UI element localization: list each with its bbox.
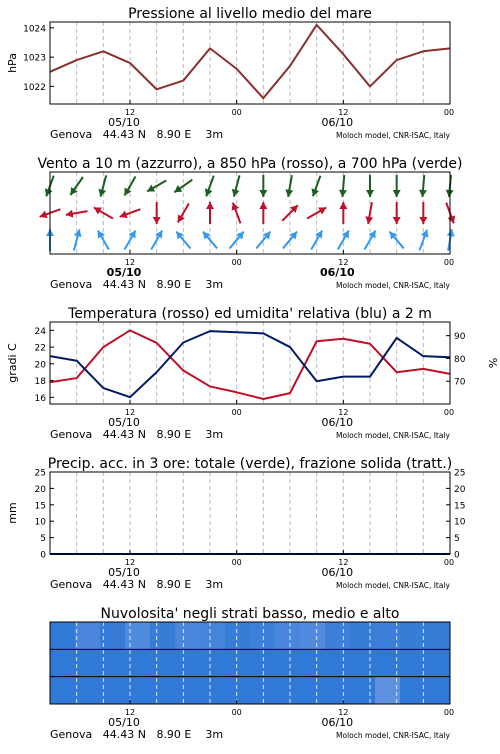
y-axis-label: gradi C <box>6 343 19 383</box>
cloud-cell <box>400 677 426 705</box>
x-tick-label: 12 <box>338 708 349 717</box>
cloud-cell <box>125 677 151 705</box>
x-tick-label: 12 <box>124 408 136 417</box>
cloud-cell <box>275 649 301 677</box>
wind-arrow <box>206 202 214 224</box>
y-tick-label: 20 <box>34 360 46 371</box>
cloud-cell <box>125 649 151 677</box>
y-tick-label: 1022 <box>23 82 46 93</box>
cloud-cell <box>150 677 176 705</box>
y-tick-label: 1024 <box>23 24 46 35</box>
panel-4 <box>6 456 466 591</box>
wind-arrow <box>447 229 455 251</box>
wind-arrow <box>419 202 427 224</box>
credit-label: Moloch model, CNR-ISAC, Italy <box>336 281 450 290</box>
cloud-cell <box>350 677 376 705</box>
cloud-cell <box>425 649 451 677</box>
x-tick-label: 12 <box>124 708 136 717</box>
date-label: 06/10 <box>321 116 354 129</box>
wind-arrow <box>232 175 240 196</box>
x-tick-label: 12 <box>338 258 349 267</box>
y-tick-label: 25 <box>34 468 46 479</box>
cloud-cell <box>325 649 351 677</box>
x-tick-label: 00 <box>443 258 455 267</box>
wind-arrow <box>205 176 214 197</box>
credit-label: Moloch model, CNR-ISAC, Italy <box>336 131 450 140</box>
wind-arrow <box>366 175 374 197</box>
wind-arrow <box>311 230 322 249</box>
x-tick-label: 00 <box>231 708 242 717</box>
location-label: Genova 44.43 N 8.90 E 3m <box>50 278 224 291</box>
cloud-cell <box>225 649 251 677</box>
date-label: 06/10 <box>321 566 354 579</box>
cloud-cell <box>350 649 376 677</box>
wind-arrow <box>98 230 109 249</box>
panel-1 <box>6 6 454 141</box>
wind-arrow <box>446 203 455 224</box>
cloud-cell <box>275 622 301 650</box>
cloud-cell <box>200 677 226 705</box>
x-tick-label: 00 <box>443 558 455 567</box>
plot-frame <box>50 322 450 404</box>
y-tick-label-right: 0 <box>454 550 460 561</box>
plot-frame <box>50 472 450 554</box>
wind-arrow <box>285 175 293 197</box>
x-tick-label: 12 <box>124 108 136 117</box>
wind-arrow <box>365 230 376 249</box>
y-tick-label-right: 10 <box>454 517 466 528</box>
wind-arrow <box>393 202 401 224</box>
wind-arrow <box>151 230 162 249</box>
cloud-cell <box>175 677 201 705</box>
panel-title: Pressione al livello medio del mare <box>128 6 372 22</box>
cloud-cell <box>250 677 276 705</box>
y-tick-label: 10 <box>34 517 46 528</box>
date-label: 05/10 <box>106 266 142 279</box>
cloud-cell <box>425 622 451 650</box>
wind-arrow <box>98 175 106 196</box>
series-line-1 <box>50 25 450 98</box>
y-axis-label: hPa <box>6 53 19 73</box>
x-tick-label: 00 <box>231 408 242 417</box>
y-tick-label: 16 <box>34 393 46 404</box>
location-label: Genova 44.43 N 8.90 E 3m <box>50 578 224 591</box>
cloud-cell <box>300 649 326 677</box>
y-tick-label-right: 20 <box>454 484 466 495</box>
credit-label: Moloch model, CNR-ISAC, Italy <box>336 581 450 590</box>
cloud-cell <box>250 622 276 650</box>
date-label: 05/10 <box>108 116 140 129</box>
x-tick-label: 12 <box>124 258 136 267</box>
y-tick-label-right: 5 <box>454 534 460 545</box>
credit-label: Moloch model, CNR-ISAC, Italy <box>336 731 450 740</box>
x-tick-label: 00 <box>443 408 455 417</box>
y-tick-label: 22 <box>34 343 46 354</box>
cloud-cell <box>325 622 351 650</box>
wind-arrow <box>393 175 401 197</box>
panel-title: Precip. acc. in 3 ore: totale (verde), frazione solida (tratt.) <box>47 456 453 472</box>
y-tick-label: 18 <box>34 377 46 388</box>
cloud-cell <box>125 622 151 650</box>
y-tick-label-right: 80 <box>454 354 466 365</box>
wind-arrow <box>338 230 349 249</box>
cloud-cell <box>150 622 176 650</box>
wind-arrow <box>365 202 373 224</box>
panel-5 <box>50 606 454 741</box>
wind-arrow <box>312 176 321 197</box>
y-tick-label-right: 70 <box>454 377 466 388</box>
cloud-cell <box>400 649 426 677</box>
cloud-cell <box>175 622 201 650</box>
wind-arrow <box>45 176 54 197</box>
plot-frame <box>50 22 450 104</box>
cloud-cell <box>350 622 376 650</box>
cloud-cell <box>50 622 76 650</box>
location-label: Genova 44.43 N 8.90 E 3m <box>50 128 224 141</box>
location-label: Genova 44.43 N 8.90 E 3m <box>50 428 224 441</box>
credit-label: Moloch model, CNR-ISAC, Italy <box>336 431 450 440</box>
cloud-cell <box>75 649 101 677</box>
x-tick-label: 00 <box>231 258 242 267</box>
cloud-cell <box>400 622 426 650</box>
cloud-cell <box>175 649 201 677</box>
cloud-cell <box>50 649 76 677</box>
date-label: 06/10 <box>321 416 354 429</box>
wind-arrow <box>125 230 136 249</box>
x-tick-label: 00 <box>443 108 455 117</box>
wind-arrow <box>339 175 347 197</box>
panel-title: Vento a 10 m (azzurro), a 850 hPa (rosso), a 700 hPa (verde) <box>37 156 463 172</box>
y-tick-label: 1023 <box>23 53 46 64</box>
wind-arrow <box>420 230 429 251</box>
x-tick-label: 00 <box>231 108 242 117</box>
wind-arrow <box>178 203 189 222</box>
y-tick-label: 0 <box>40 550 46 561</box>
y-tick-label-right: 15 <box>454 501 466 512</box>
wind-arrow <box>153 202 161 224</box>
cloud-cell <box>150 649 176 677</box>
cloud-cell <box>225 622 251 650</box>
cloud-cell <box>300 677 326 705</box>
location-label: Genova 44.43 N 8.90 E 3m <box>50 728 224 741</box>
cloud-cell <box>250 649 276 677</box>
wind-arrow <box>419 175 427 197</box>
y-tick-label: 20 <box>34 484 46 495</box>
panel-title: Nuvolosita' negli strati basso, medio e alto <box>100 606 400 622</box>
date-label: 05/10 <box>108 716 140 729</box>
date-label: 06/10 <box>321 716 354 729</box>
cloud-cell <box>200 649 226 677</box>
x-tick-label: 00 <box>231 558 242 567</box>
y-tick-label: 24 <box>34 326 46 337</box>
date-label: 06/10 <box>320 266 355 279</box>
cloud-cell <box>225 677 251 705</box>
series-line-1 <box>50 330 450 399</box>
cloud-cell <box>200 622 226 650</box>
x-tick-label: 00 <box>443 708 455 717</box>
panel-3 <box>6 306 499 441</box>
y-tick-label-right: 25 <box>454 468 466 479</box>
cloud-cell <box>50 677 76 705</box>
cloud-cell <box>425 677 451 705</box>
wind-arrow <box>259 202 267 224</box>
date-label: 05/10 <box>108 566 140 579</box>
x-tick-label: 12 <box>338 408 349 417</box>
wind-arrow <box>259 175 267 197</box>
y-axis-label: mm <box>6 502 19 524</box>
cloud-cell <box>300 622 326 650</box>
cloud-cell <box>75 622 101 650</box>
cloud-cell <box>75 677 101 705</box>
x-tick-label: 12 <box>338 558 349 567</box>
plot-frame <box>50 172 450 254</box>
wind-arrow <box>339 202 347 224</box>
wind-arrow <box>74 229 82 250</box>
panel-title: Temperatura (rosso) ed umidita' relativa (blu) a 2 m <box>68 306 432 322</box>
wind-arrow <box>232 203 241 224</box>
cloud-cell <box>275 677 301 705</box>
y-tick-label: 5 <box>40 534 46 545</box>
y-axis-label-right: % <box>486 357 499 369</box>
x-tick-label: 12 <box>338 108 349 117</box>
y-tick-label: 15 <box>34 501 46 512</box>
cloud-cell <box>325 677 351 705</box>
panel-2 <box>37 156 462 291</box>
date-label: 05/10 <box>108 416 140 429</box>
x-tick-label: 12 <box>124 558 136 567</box>
y-tick-label-right: 90 <box>454 332 466 343</box>
